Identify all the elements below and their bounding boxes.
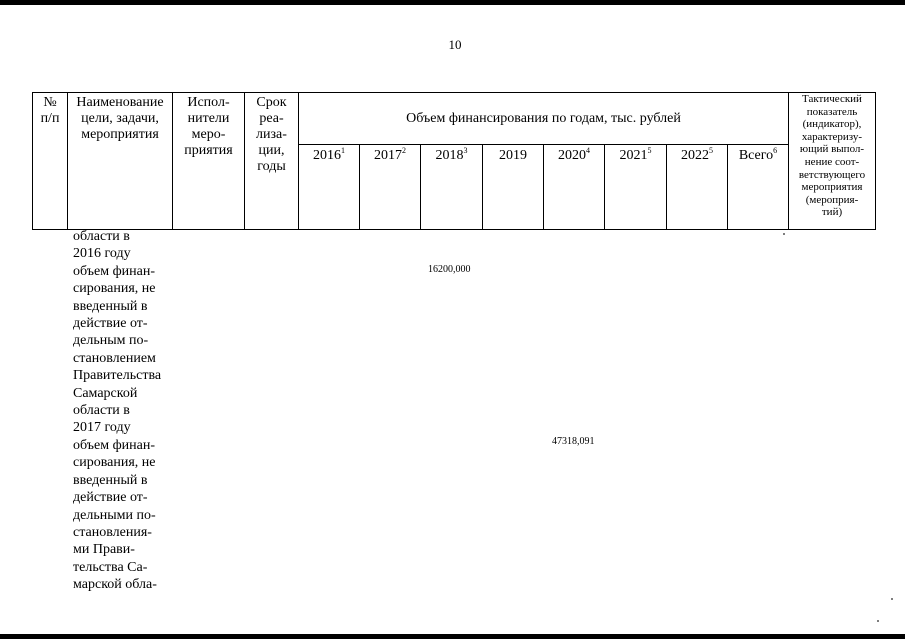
scan-speck xyxy=(783,233,785,235)
year-2021: 2021$^5$ xyxy=(619,146,652,163)
col-line xyxy=(875,92,876,230)
header-financing-title: Объем финансирования по годам, тыс. рублей xyxy=(406,111,681,126)
measure-description-text: области в 2016 году объем финан- сирования, не введенный в действие от- дельным по- становлением Правительства Самарской области в 2017 году объем финан- сирования, не введенный в действие от- дельными по- становления- ми Прави- тельства Са- марской обла- xyxy=(73,229,162,593)
header-num: № п/п xyxy=(40,95,60,126)
value-2018: 16200,000 xyxy=(428,264,471,275)
bottom-border-rule xyxy=(0,634,905,639)
table-top-line xyxy=(32,92,876,93)
year-2020: 2020$^4$ xyxy=(558,146,590,163)
scan-speck xyxy=(877,620,879,622)
value-2020: 47318,091 xyxy=(552,436,595,447)
year-2019: 2019 xyxy=(499,148,527,163)
page-number: 10 xyxy=(448,37,462,52)
header-period: Срок реа- лиза- ции, годы xyxy=(256,95,287,174)
header-name: Наименование цели, задачи, мероприятия xyxy=(76,95,164,142)
header-tactical-indicator: Тактический показатель (индикатор), характеризу- ющий выпол- нение соот- ветствующего мероприятия (мероприя- тий) xyxy=(798,93,866,219)
scan-speck xyxy=(891,598,893,600)
top-border-rule xyxy=(0,0,905,5)
year-2018: 2018$^3$ xyxy=(435,146,468,163)
year-2022: 2022$^5$ xyxy=(681,146,713,163)
year-2016: 2016$^1$ xyxy=(313,146,345,163)
header-executors: Испол- нители меро- приятия xyxy=(184,95,233,158)
year-total: Всего$^6$ xyxy=(738,146,778,163)
year-2017: 2017$^2$ xyxy=(374,146,406,163)
